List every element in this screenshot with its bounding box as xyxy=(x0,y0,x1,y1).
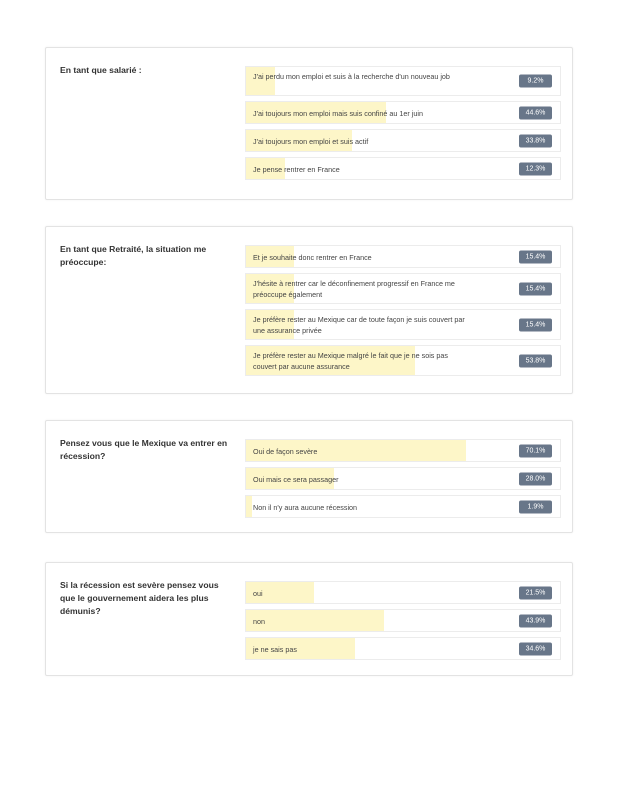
answer-percent: 15.4% xyxy=(519,282,552,295)
answer-percent: 70.1% xyxy=(519,444,552,457)
answer-label: J'hésite à rentrer car le déconfinement progressif en France me préoccupe également xyxy=(253,279,455,299)
answer-percent: 12.3% xyxy=(519,162,552,175)
poll-answers xyxy=(245,439,561,523)
poll-question: Pensez vous que le Mexique va entrer en récession? xyxy=(60,438,228,461)
answer-label: oui xyxy=(253,589,263,598)
poll-card xyxy=(45,562,573,676)
answer-percent: 15.4% xyxy=(519,318,552,331)
answer-label: Oui mais ce sera passager xyxy=(253,475,339,484)
answer-label: J'ai perdu mon emploi et suis à la recherche d'un nouveau job xyxy=(253,72,450,81)
answer-label: Je préfère rester au Mexique malgré le fait que je ne sois pas couvert par aucune assurance xyxy=(253,351,448,371)
poll-answer[interactable] xyxy=(245,157,561,180)
poll-card xyxy=(45,47,573,200)
answer-label: non xyxy=(253,617,265,626)
poll-answer[interactable] xyxy=(245,273,561,304)
poll-answer[interactable] xyxy=(245,467,561,490)
answer-label: Oui de façon sevère xyxy=(253,447,318,456)
answer-percent: 34.6% xyxy=(519,642,552,655)
poll-answer[interactable] xyxy=(245,637,561,660)
answer-percent: 33.8% xyxy=(519,134,552,147)
poll-card xyxy=(45,420,573,533)
poll-answer[interactable] xyxy=(245,309,561,340)
answer-percent: 44.6% xyxy=(519,106,552,119)
answer-percent: 53.8% xyxy=(519,354,552,367)
answer-label: J'ai toujours mon emploi mais suis confiné au 1er juin xyxy=(253,109,423,118)
poll-answer[interactable] xyxy=(245,245,561,268)
poll-question: Si la récession est sevère pensez vous que le gouvernement aidera les plus démunis? xyxy=(60,580,219,616)
poll-answers xyxy=(245,581,561,665)
poll-answer[interactable] xyxy=(245,66,561,96)
poll-answer[interactable] xyxy=(245,129,561,152)
answer-label: Je préfère rester au Mexique car de toute façon je suis couvert par une assurance privée xyxy=(253,315,465,335)
answer-percent: 28.0% xyxy=(519,472,552,485)
poll-answer[interactable] xyxy=(245,101,561,124)
answer-label: Je pense rentrer en France xyxy=(253,165,340,174)
poll-answers xyxy=(245,245,561,381)
answer-percent: 9.2% xyxy=(519,75,552,88)
poll-answer[interactable] xyxy=(245,495,561,518)
answer-label: Non il n'y aura aucune récession xyxy=(253,503,358,512)
poll-question: En tant que salarié : xyxy=(60,65,142,75)
poll-card xyxy=(45,226,573,394)
poll-answer[interactable] xyxy=(245,581,561,604)
answer-label: je ne sais pas xyxy=(253,645,297,654)
poll-answer[interactable] xyxy=(245,439,561,462)
answer-percent: 43.9% xyxy=(519,614,552,627)
poll-question: En tant que Retraité, la situation me préoccupe: xyxy=(60,244,207,267)
poll-answers xyxy=(245,66,561,185)
answer-percent: 21.5% xyxy=(519,586,552,599)
answer-label: J'ai toujours mon emploi et suis actif xyxy=(253,137,369,146)
answer-percent: 1.9% xyxy=(519,500,552,513)
poll-answer[interactable] xyxy=(245,609,561,632)
answer-percent: 15.4% xyxy=(519,250,552,263)
answer-label: Et je souhaite donc rentrer en France xyxy=(253,253,372,262)
poll-answer[interactable] xyxy=(245,345,561,376)
